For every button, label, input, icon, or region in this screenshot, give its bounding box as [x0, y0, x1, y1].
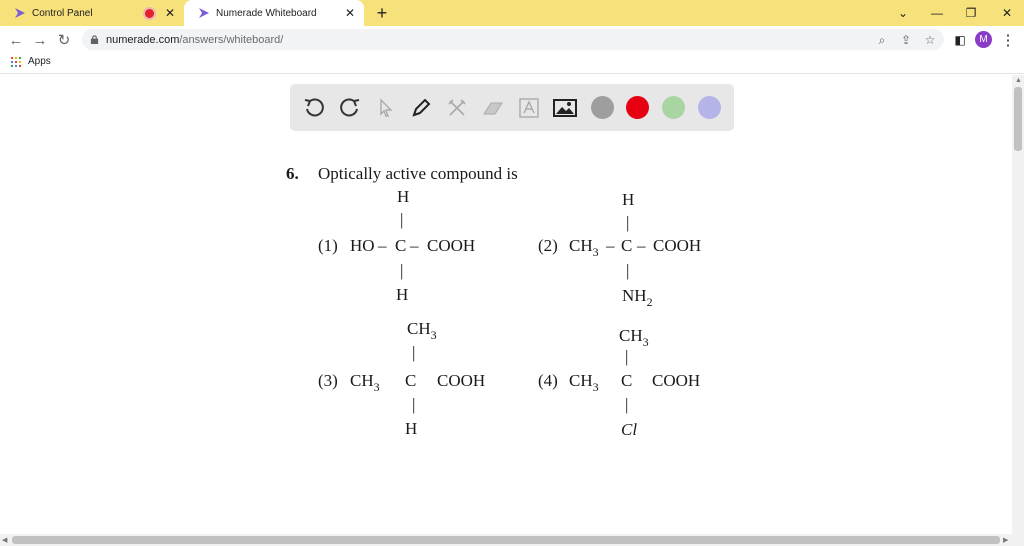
- scroll-right-icon[interactable]: ▶: [1003, 537, 1009, 544]
- bond-line: |: [400, 261, 404, 280]
- bond-line: |: [400, 210, 404, 229]
- text-icon[interactable]: [517, 96, 541, 120]
- minimize-button[interactable]: —: [931, 6, 943, 20]
- opt2-bottom: [622, 286, 653, 309]
- opt1-label: (1): [318, 236, 338, 255]
- opt2-left-text: CH: [569, 236, 593, 255]
- bond-line: |: [626, 213, 630, 232]
- tab-numerade-whiteboard[interactable]: [184, 0, 364, 26]
- opt3-right: COOH: [437, 371, 486, 390]
- opt4-left-text: CH: [569, 371, 593, 390]
- opt2-right: COOH: [653, 236, 702, 255]
- opt4-left-sub: 3: [592, 380, 599, 394]
- navigation-bar: [0, 26, 1024, 53]
- opt3-left-sub: 3: [373, 380, 380, 394]
- bond-dash: –: [637, 236, 646, 255]
- image-icon[interactable]: [553, 96, 577, 120]
- opt3-center: C: [405, 371, 417, 390]
- back-button[interactable]: ←: [8, 31, 24, 49]
- opt2-left-sub: 3: [592, 245, 599, 259]
- pen-icon[interactable]: [409, 96, 433, 120]
- bond-line: |: [412, 343, 416, 362]
- opt2-left: [569, 236, 599, 259]
- opt3-top: [407, 319, 437, 342]
- opt1-center: C: [395, 236, 407, 255]
- eraser-icon[interactable]: [481, 96, 505, 120]
- opt3-left-text: CH: [350, 371, 374, 390]
- share-icon[interactable]: ⇪: [900, 33, 912, 47]
- numerade-logo-icon: [14, 7, 26, 19]
- opt2-top: H: [622, 190, 635, 209]
- opt4-top-sub: 3: [642, 335, 649, 349]
- apps-grid-icon: [11, 57, 21, 67]
- color-swatch-gray[interactable]: [591, 96, 614, 119]
- apps-label: Apps: [28, 56, 51, 67]
- scroll-up-icon[interactable]: ▲: [1015, 77, 1022, 84]
- bond-line: |: [626, 261, 630, 280]
- horizontal-scroll-thumb[interactable]: [12, 536, 1000, 544]
- recording-indicator-icon: [145, 9, 154, 18]
- url-text: [106, 34, 283, 46]
- avatar[interactable]: M: [975, 31, 992, 48]
- opt2-bottom-text: NH: [622, 286, 647, 305]
- color-swatch-purple[interactable]: [698, 96, 721, 119]
- vertical-scrollbar[interactable]: [1012, 75, 1024, 534]
- tab-control-panel[interactable]: [0, 0, 184, 26]
- numerade-logo-icon: [198, 7, 210, 19]
- bond-line: |: [625, 347, 629, 366]
- menu-icon[interactable]: ⋮: [1000, 32, 1016, 49]
- opt1-top: H: [397, 187, 410, 206]
- vertical-scroll-thumb[interactable]: [1014, 87, 1022, 151]
- url-path: /answers/whiteboard/: [179, 33, 284, 46]
- zoom-icon[interactable]: ⌕: [878, 32, 886, 47]
- tools-icon[interactable]: [445, 96, 469, 120]
- restore-button[interactable]: ❐: [965, 6, 977, 20]
- scroll-left-icon[interactable]: ◀: [2, 537, 8, 544]
- side-panel-icon[interactable]: ◧: [954, 33, 966, 47]
- whiteboard-toolbar: [290, 84, 734, 131]
- close-tab-icon[interactable]: ✕: [344, 6, 356, 20]
- opt3-top-text: CH: [407, 319, 431, 338]
- tab-strip: [0, 0, 1024, 26]
- opt3-label: (3): [318, 371, 338, 390]
- bond-line: |: [625, 395, 629, 414]
- bookmark-star-icon[interactable]: ☆: [924, 33, 936, 47]
- opt4-label: (4): [538, 371, 558, 390]
- opt2-center: C: [621, 236, 633, 255]
- opt4-top-text: CH: [619, 326, 643, 345]
- lock-icon: [90, 35, 99, 44]
- undo-icon[interactable]: [302, 96, 326, 120]
- bookmarks-bar: [0, 53, 1024, 74]
- opt2-bottom-sub: 2: [646, 295, 653, 309]
- tab-search-icon[interactable]: ⌄: [897, 6, 909, 20]
- question-stem: Optically active compound is: [318, 164, 518, 183]
- opt2-label: (2): [538, 236, 558, 255]
- opt4-top: [619, 326, 649, 349]
- opt4-left: [569, 371, 599, 394]
- opt1-right: COOH: [427, 236, 476, 255]
- opt1-left: HO: [350, 236, 375, 255]
- bond-dash: –: [378, 236, 387, 255]
- bond-dash: –: [410, 236, 419, 255]
- reload-button[interactable]: ↻: [57, 32, 71, 49]
- redo-icon[interactable]: [338, 96, 362, 120]
- color-swatch-red[interactable]: [626, 96, 649, 119]
- question-number: 6.: [286, 164, 299, 183]
- opt3-left: [350, 371, 380, 394]
- color-swatch-green[interactable]: [662, 96, 685, 119]
- forward-button[interactable]: →: [32, 31, 48, 49]
- opt3-top-sub: 3: [430, 328, 437, 342]
- horizontal-scrollbar[interactable]: [0, 534, 1024, 546]
- pointer-icon[interactable]: [374, 96, 398, 120]
- url-host: numerade.com: [106, 33, 180, 46]
- opt1-bottom: H: [396, 285, 409, 304]
- opt3-bottom: H: [405, 419, 418, 438]
- new-tab-button[interactable]: +: [376, 3, 388, 23]
- tab-title: Numerade Whiteboard: [216, 7, 317, 19]
- opt4-center: C: [621, 371, 633, 390]
- opt4-right: COOH: [652, 371, 701, 390]
- bond-dash: –: [606, 236, 615, 255]
- address-bar[interactable]: [82, 29, 944, 50]
- close-window-button[interactable]: ✕: [1001, 6, 1013, 20]
- close-tab-icon[interactable]: ✕: [164, 6, 176, 20]
- apps-shortcut[interactable]: [11, 56, 51, 67]
- whiteboard-canvas[interactable]: [0, 75, 1012, 534]
- opt4-bottom: Cl: [621, 420, 638, 439]
- tab-title: Control Panel: [32, 7, 93, 19]
- bond-line: |: [412, 395, 416, 414]
